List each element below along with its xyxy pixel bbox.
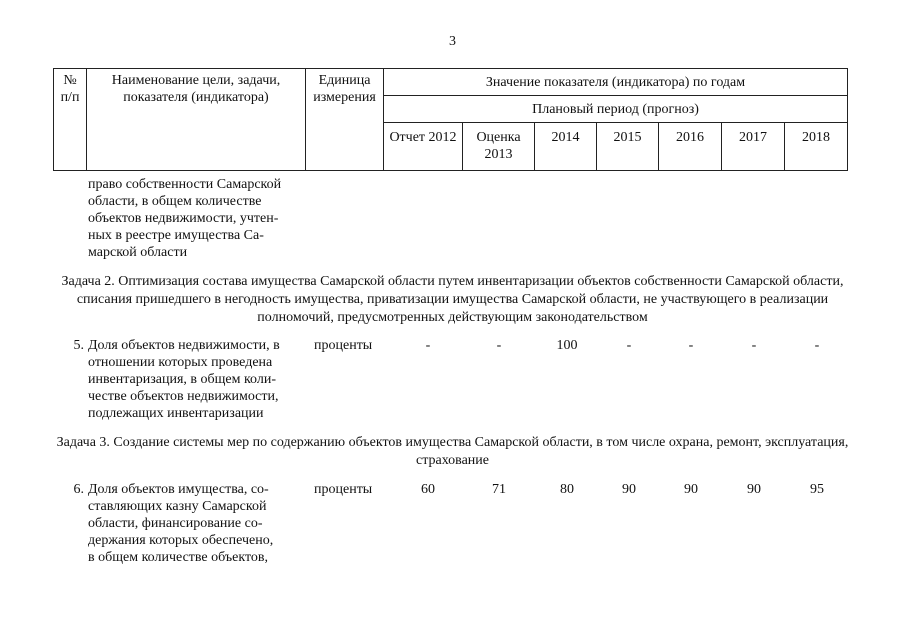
row-6-value-2014: 80 [560, 482, 574, 497]
row-6-value-2013: 71 [492, 482, 506, 497]
row-6-unit: проценты [314, 482, 373, 497]
row-5-value-2015: - [626, 338, 632, 353]
indicator-table-header [53, 68, 848, 171]
row-5-line: честве объектов недвижимости, [88, 389, 279, 404]
row-5-description [88, 337, 306, 422]
row-5-value-2013: - [496, 338, 502, 353]
row-6-line: держания которых обеспечено, [88, 533, 274, 548]
header-year-2018: 2018 [785, 123, 848, 171]
row-5-line: подлежащих инвентаризации [88, 406, 264, 421]
row-6-line: Доля объектов имущества, со- [88, 482, 269, 497]
row-6-value-2016: 90 [684, 482, 698, 497]
continuation-line: объектов недвижимости, учтен- [88, 211, 279, 226]
page-number: 3 [449, 34, 456, 49]
continuation-line: марской области [88, 245, 188, 260]
row-6-value-2017: 90 [747, 482, 761, 497]
row-5-line: инвентаризация, в общем коли- [88, 372, 277, 387]
header-year-2013: Оценка 2013 [463, 123, 535, 171]
header-year-2012: Отчет 2012 [384, 123, 463, 171]
header-year-2014: 2014 [535, 123, 597, 171]
row-5-value-2018: - [814, 338, 820, 353]
continuation-description [88, 176, 306, 261]
row-5-line: Доля объектов недвижимости, в [88, 338, 280, 353]
header-col-values: Значение показателя (индикатора) по годам [384, 69, 848, 96]
task-3-heading: Задача 3. Создание системы мер по содержанию объектов имущества Самарской области, в том числе охрана, ремонт, эксплуатация, страхование [56, 435, 849, 468]
header-year-2016: 2016 [659, 123, 722, 171]
header-col-unit: Единица измерения [306, 69, 384, 171]
row-6-value-2012: 60 [421, 482, 435, 497]
row-5-value-2017: - [751, 338, 757, 353]
row-5-line: отношении которых проведена [88, 355, 273, 370]
row-5-number: 5. [73, 338, 84, 353]
row-6-number: 6. [73, 482, 84, 497]
continuation-line: право собственности Самарской [88, 177, 282, 192]
row-6-line: в общем количестве объектов, [88, 550, 269, 565]
header-col-name: Наименование цели, задачи, показателя (индикатора) [87, 69, 306, 171]
row-6-line: области, финансирование со- [88, 516, 263, 531]
header-col-number: № п/п [54, 69, 87, 171]
row-5-value-2016: - [688, 338, 694, 353]
task-2-heading: Задача 2. Оптимизация состава имущества Самарской области путем инвентаризации объектов собственности Самарской области, списания пришедшего в негодность имущества, приватизации имущества Самарской области, не участвующего в реализации полномочий, предусмотренных действующим законодательством [61, 274, 844, 325]
row-6-value-2018: 95 [810, 482, 824, 497]
row-6-value-2015: 90 [622, 482, 636, 497]
row-5-value-2012: - [425, 338, 431, 353]
header-year-2015: 2015 [597, 123, 659, 171]
continuation-line: области, в общем количестве [88, 194, 262, 209]
continuation-line: ных в реестре имущества Са- [88, 228, 264, 243]
row-6-description [88, 481, 306, 566]
row-5-value-2014: 100 [556, 338, 578, 353]
row-5-unit: проценты [314, 338, 373, 353]
header-year-2017: 2017 [722, 123, 785, 171]
row-6-line: ставляющих казну Самарской [88, 499, 267, 514]
header-col-plan: Плановый период (прогноз) [384, 96, 848, 123]
